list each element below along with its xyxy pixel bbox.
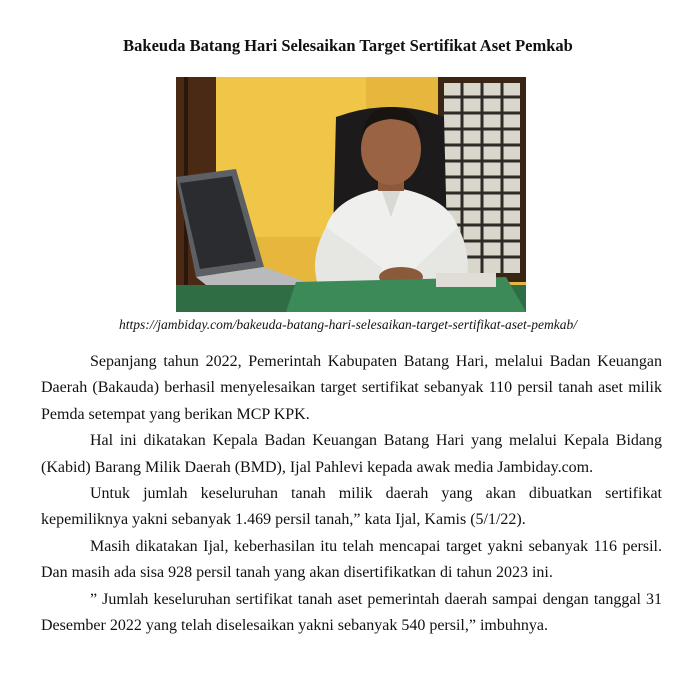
article-photo <box>176 77 526 312</box>
paragraph: ” Jumlah keseluruhan sertifikat tanah aset pemerintah daerah sampai dengan tanggal 31 Desember 2022 yang telah diselesaikan yakni sebanyak 540 persil,” imbuhnya. <box>41 590 662 635</box>
paragraph: Hal ini dikatakan Kepala Badan Keuangan Batang Hari yang melalui Kepala Bidang (Kabid) Barang Milik Daerah (BMD), Ijal Pahlevi kepada awak media Jambiday.com. <box>41 432 662 476</box>
paragraph: Masih dikatakan Ijal, keberhasilan itu telah mencapai target yakni sebanyak 116 persil. Dan masih ada sisa 928 persil tanah yang akan disertifikatkan di tahun 2023 ini. <box>41 537 662 582</box>
paragraph: Untuk jumlah keseluruhan tanah milik daerah yang akan dibuatkan sertifikat kepemiliknya yakni sebanyak 1.469 persil tanah,” kata Ijal, Kamis (5/1/22). <box>41 485 662 529</box>
article-title: Bakeuda Batang Hari Selesaikan Target Sertifikat Aset Pemkab <box>123 36 573 55</box>
paragraph: Sepanjang tahun 2022, Pemerintah Kabupaten Batang Hari, melalui Badan Keuangan Daerah (Bakauda) berhasil menyelesaikan target sertifikat sebanyak 110 persil tanah aset milik Pemda setempat yang berikan MCP KPK. <box>41 353 662 423</box>
article-body <box>41 349 662 639</box>
image-caption: https://jambiday.com/bakeuda-batang-hari-selesaikan-target-sertifikat-aset-pemkab/ <box>118 317 578 332</box>
